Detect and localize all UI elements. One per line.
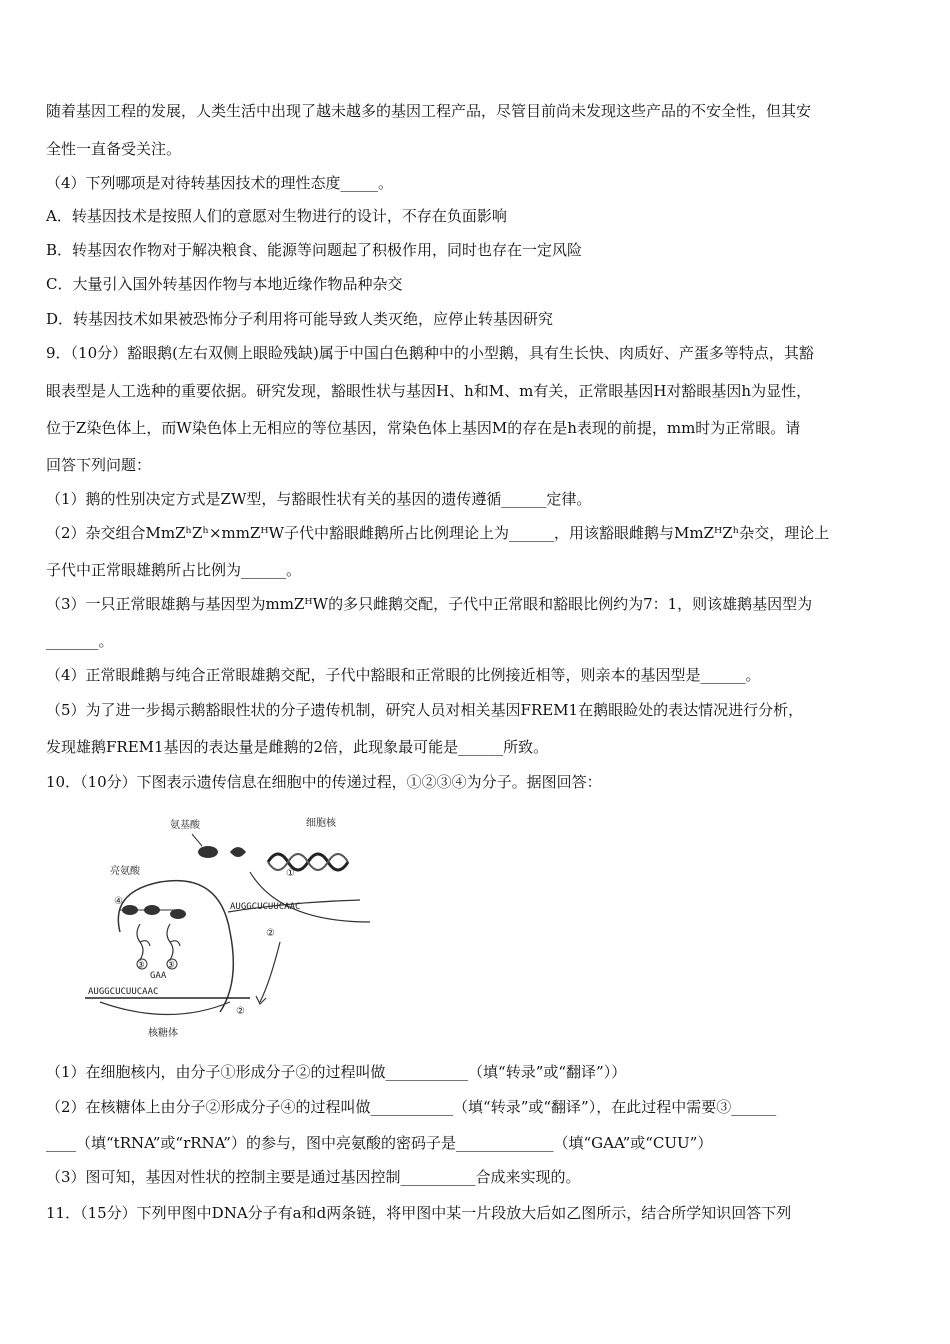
question-11-stem: 11．（15分）下列甲图中DNA分子有a和d两条链，将甲图中某一片段放大后如乙图所示，结合所学知识回答下列 bbox=[46, 1204, 792, 1222]
polypeptide-residue bbox=[144, 905, 160, 915]
polypeptide-residue bbox=[170, 909, 186, 919]
question-8-4: （4）下列哪项是对待转基因技术的理性态度_____。 bbox=[46, 174, 394, 192]
marker-4: ④ bbox=[114, 896, 123, 907]
paragraph-line: 全性一直备受关注。 bbox=[46, 140, 182, 158]
option-b: B．转基因农作物对于解决粮食、能源等问题起了积极作用，同时也存在一定风险 bbox=[46, 241, 583, 259]
paragraph-line: 子代中正常眼雄鹅所占比例为______。 bbox=[46, 561, 302, 579]
question-10-1: （1）在细胞核内，由分子①形成分子②的过程叫做___________（填“转录”或“翻译”）） bbox=[46, 1063, 627, 1081]
paragraph-line: 眼表型是人工选种的重要依据。研究发现，豁眼性状与基因H、h和M、m有关，正常眼基因H对豁眼基因h为显性， bbox=[46, 382, 812, 400]
mrna-sequence-lower: AUGGCUCUUCAAC bbox=[88, 987, 159, 997]
label-nucleus: 细胞核 bbox=[306, 818, 336, 829]
marker-2: ② bbox=[236, 1006, 245, 1017]
question-9-3: （3）一只正常眼雄鹅与基因型为mmZᴴW的多只雌鹅交配，子代中正常眼和豁眼比例约为7：1，则该雄鹅基因型为 bbox=[46, 595, 813, 613]
question-9-4: （4）正常眼雌鹅与纯合正常眼雄鹅交配，子代中豁眼和正常眼的比例接近相等，则亲本的基因型是______。 bbox=[46, 666, 761, 684]
polypeptide-residue bbox=[122, 905, 138, 915]
transport-arrow bbox=[260, 942, 280, 1002]
gene-expression-diagram bbox=[80, 812, 390, 1044]
label-ribosome: 核糖体 bbox=[148, 1028, 178, 1039]
paragraph-line: _______。 bbox=[46, 632, 114, 650]
nuclear-membrane bbox=[250, 872, 370, 922]
question-9-2: （2）杂交组合MmZʰZʰ×mmZᴴW子代中豁眼雌鹅所占比例理论上为______，用该豁眼雌鹅与MmZᴴZʰ杂交，理论上 bbox=[46, 524, 830, 542]
marker-2: ② bbox=[266, 928, 275, 939]
paragraph-line: 回答下列问题： bbox=[46, 456, 152, 474]
question-10-3: （3）图可知，基因对性状的控制主要是通过基因控制__________合成来实现的。 bbox=[46, 1168, 581, 1186]
anticodon: GAA bbox=[150, 971, 167, 981]
paragraph-line: 发现雄鹅FREM1基因的表达量是雌鹅的2倍，此现象最可能是______所致。 bbox=[46, 738, 549, 756]
trna bbox=[137, 924, 150, 960]
trna bbox=[167, 924, 180, 960]
paragraph-line: 随着基因工程的发展，人类生活中出现了越未越多的基因工程产品，尽管目前尚未发现这些产品的不安全性，但其安 bbox=[46, 102, 812, 120]
question-9-stem: 9．（10分）豁眼鹅(左右双侧上眼睑残缺)属于中国白色鹅种中的小型鹅，具有生长快、肉质好、产蛋多等特点，其豁 bbox=[46, 344, 814, 362]
label-leucine: 亮氨酸 bbox=[110, 866, 140, 877]
label-amino-acid: 氨基酸 bbox=[170, 820, 200, 831]
marker-3: ③ bbox=[136, 960, 145, 971]
option-a: A．转基因技术是按照人们的意愿对生物进行的设计，不存在负面影响 bbox=[46, 207, 507, 225]
question-9-1: （1）鹅的性别决定方式是ZW型，与豁眼性状有关的基因的遗传遵循______定律。 bbox=[46, 490, 592, 508]
paragraph-line: 位于Z染色体上，而W染色体上无相应的等位基因，常染色体上基因M的存在是h表现的前提，mm时为正常眼。请 bbox=[46, 419, 801, 437]
ribosome bbox=[100, 1002, 230, 1015]
option-d: D．转基因技术如果被恐怖分子利用将可能导致人类灭绝，应停止转基因研究 bbox=[46, 310, 554, 328]
option-c: C．大量引入国外转基因作物与本地近缘作物品种杂交 bbox=[46, 275, 403, 293]
question-10-2: （2）在核糖体上由分子②形成分子④的过程叫做___________（填“转录”或“翻译”），在此过程中需要③______ bbox=[46, 1098, 777, 1116]
paragraph-line: ____（填“tRNA”或“rRNA”）的参与，图中亮氨酸的密码子是_____________（填“GAA”或“CUU”） bbox=[46, 1134, 713, 1152]
question-10-stem: 10．（10分）下图表示遗传信息在细胞中的传递过程，①②③④为分子。据图回答： bbox=[46, 773, 602, 791]
mrna-sequence-upper: AUGGCUCUUCAAC bbox=[230, 902, 301, 912]
marker-3: ③ bbox=[166, 960, 175, 971]
marker-1: ① bbox=[286, 868, 295, 879]
amino-acid bbox=[198, 846, 218, 858]
question-9-5: （5）为了进一步揭示鹅豁眼性状的分子遗传机制，研究人员对相关基因FREM1在鹅眼睑处的表达情况进行分析， bbox=[46, 701, 804, 719]
trna-top bbox=[230, 847, 246, 857]
